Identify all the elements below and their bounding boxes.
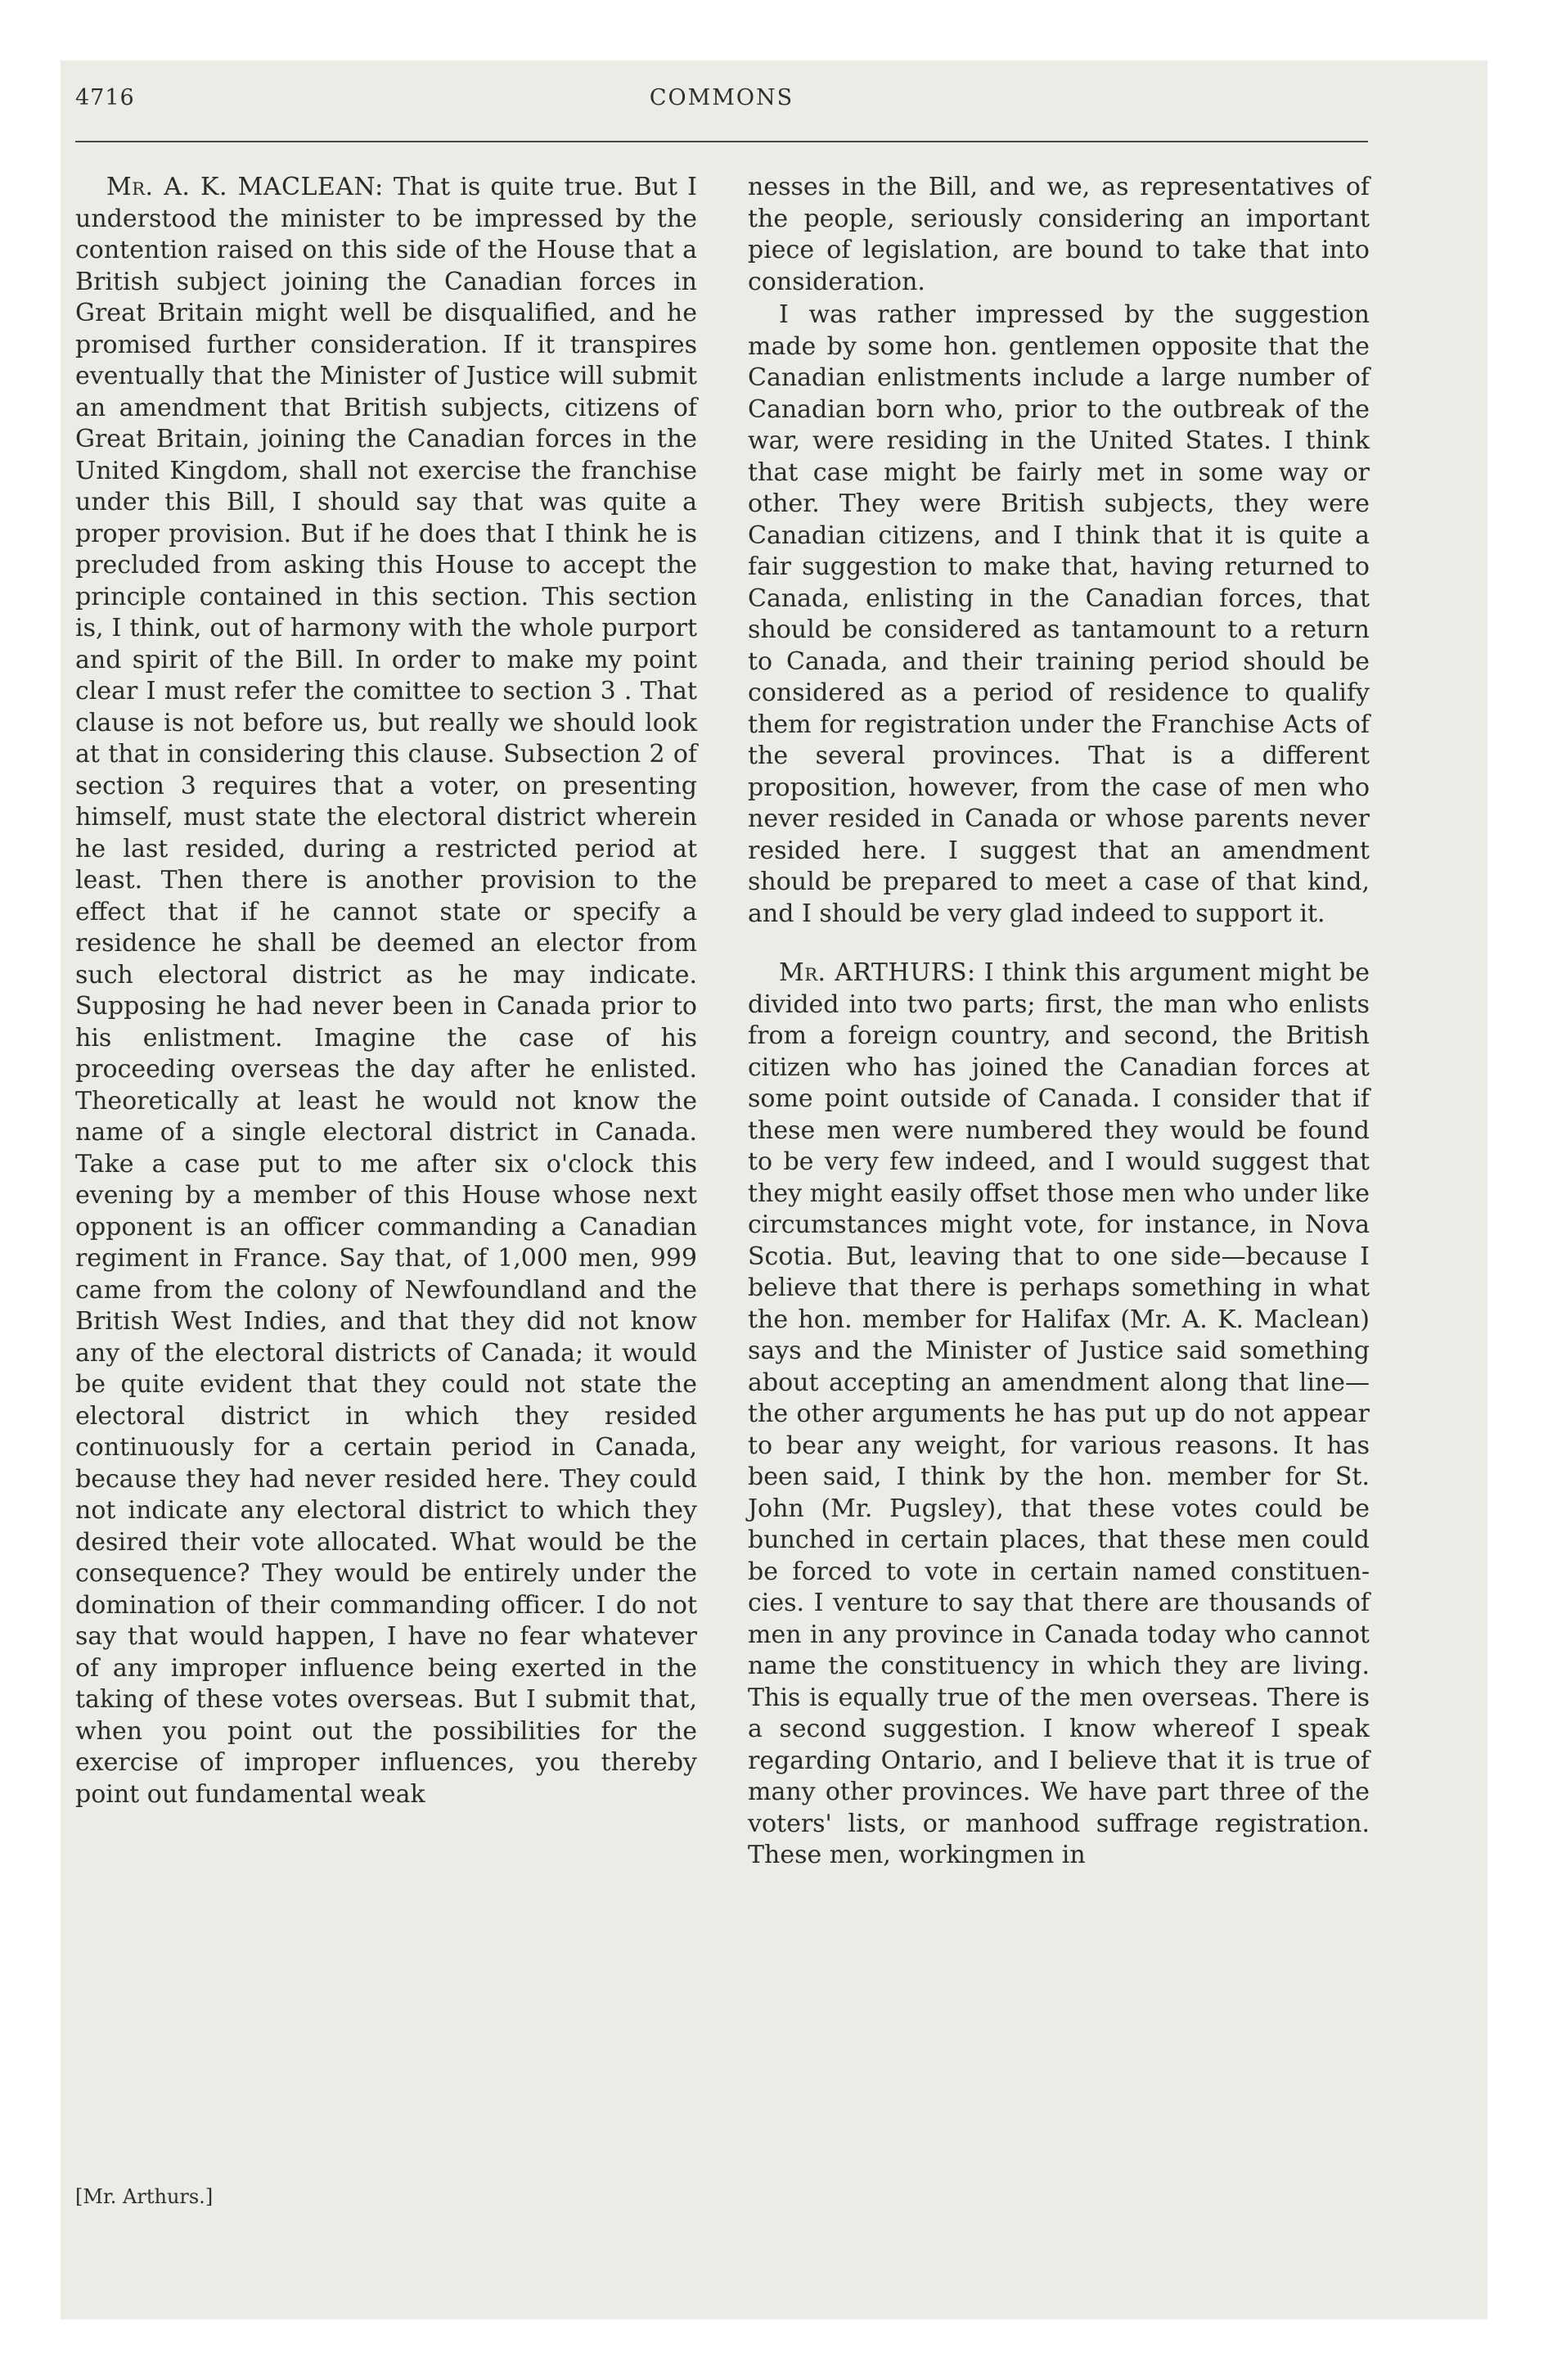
paragraph-text: That is quite true. But I understood the minister to be impressed by the contention raised on this side of the House that a British subject joining the Canadian forces in Great Britain might well be disqualified, and he promised further consideration. If it transpires eventually that the Minister of Justice will submit an amendment that British subjects, citizens of Great Britain, joining the Canadian forces in the United Kingdom, shall not exercise the franchise under this Bill, I should say that was quite a proper provision. But if he does that I think he is precluded from asking this House to accept the principle contained in this section. This section is, I think, out of harmony with the whole purport and spirit of the Bill. In order to make my point clear I must refer the comittee to section 3 . That clause is not before us, but really we should look at that in considering this clause. Subsection 2 of section 3 requires that a voter, on presenting himself, must state the electoral district wherein he last resided, during a restricted period at least. Then there is another provision to the effect that if he cannot state or specify a residence he shall be deemed an elector from such electoral district as he may indicate. Supposing he had never been in Canada prior to his enlistment. Imagine the case of his proceeding overseas the day after he enlisted. Theoretically at least he would not know the name of a single electoral district in Canada. Take a case put to me after six o'clock this evening by a member of this House whose next opponent is an officer commanding a Canadian regiment in France. Say that, of 1,000 men, 999 came from the colony of Newfoundland and the British West Indies, and that they did not know any of the electoral districts of Canada; it would be quite evident that they could not state the electoral district in which they resided continuously for a certain period in Canada, because they had never resided here. They could not indicate any electoral district to which they desired their vote allocated. What would be the consequence? They would be entirely under the domination of their commanding officer. I do not say that would happen, I have no fear whatever of any improper influence being exerted in the taking of these votes overseas. But I submit that, when you point out the possibilities for the exercise of improper influences, you thereby point out fundamental weak: [75, 173, 698, 1809]
running-head: COMMONS: [649, 85, 794, 110]
paragraph-text: nesses in the Bill, and we, as representatives of the people, seriously considering an important piece of legislation, are bound to take that into consideration.: [748, 173, 1370, 296]
left-column: [75, 172, 697, 1810]
header-rule: [75, 141, 1368, 142]
paragraph: [748, 172, 1370, 298]
footer-speaker-note: [Mr. Arthurs.]: [75, 2185, 214, 2208]
page-number: 4716: [75, 85, 135, 110]
paragraph: [75, 172, 697, 1810]
right-column: [748, 172, 1370, 1872]
speaker-name: Mr. ARTHURS:: [779, 958, 976, 987]
paragraph-text: I think this argument might be divided into two parts; first, the man who enlists from a foreign country, and second, the British citizen who has joined the Canadian forces at some point outside of Canada. I consider that if these men were numbered they would be found to be very few indeed, and I would suggest that they might easily offset those men who under like circumstances might vote, for instance, in Nova Scotia. But, leaving that to one side—because I believe that there is perhaps something in what the hon. member for Halifax (Mr. A. K. Maclean) says and the Minister of Justice said something about accepting an amendment along that line—the other arguments he has put up do not appear to bear any weight, for various reasons. It has been said, I think by the hon. member for St. John (Mr. Pugsley), that these votes could be bunched in certain places, that these men could be forced to vote in certain named constituencies. I venture to say that there are thousands of men in any province in Canada today who cannot name the constituency in which they are living. This is equally true of the men overseas. There is a second suggestion. I know whereof I speak regarding Ontario, and I believe that it is true of many other provinces. We have part three of the voters' lists, or manhood suffrage registration. These men, workingmen in: [748, 958, 1370, 1869]
paragraph: [748, 300, 1370, 930]
page-header: [75, 85, 1368, 123]
paragraph-text: I was rather impressed by the suggestion made by some hon. gentlemen opposite that the Canadian enlistments include a large number of Canadian born who, prior to the outbreak of the war, were residing in the United States. I think that case might be fairly met in some way or other. They were British subjects, they were Canadian citizens, and I think that it is quite a fair suggestion to make that, having returned to Canada, enlisting in the Canadian forces, that should be considered as tantamount to a return to Canada, and their training period should be considered as a period of residence to qualify them for registration under the Franchise Acts of the several provinces. That is a different proposition, however, from the case of men who never resided in Canada or whose parents never resided here. I suggest that an amendment should be prepared to meet a case of that kind, and I should be very glad indeed to support it.: [748, 300, 1370, 928]
speaker-name: Mr. A. K. MACLEAN:: [106, 173, 384, 201]
paragraph: [748, 958, 1370, 1872]
